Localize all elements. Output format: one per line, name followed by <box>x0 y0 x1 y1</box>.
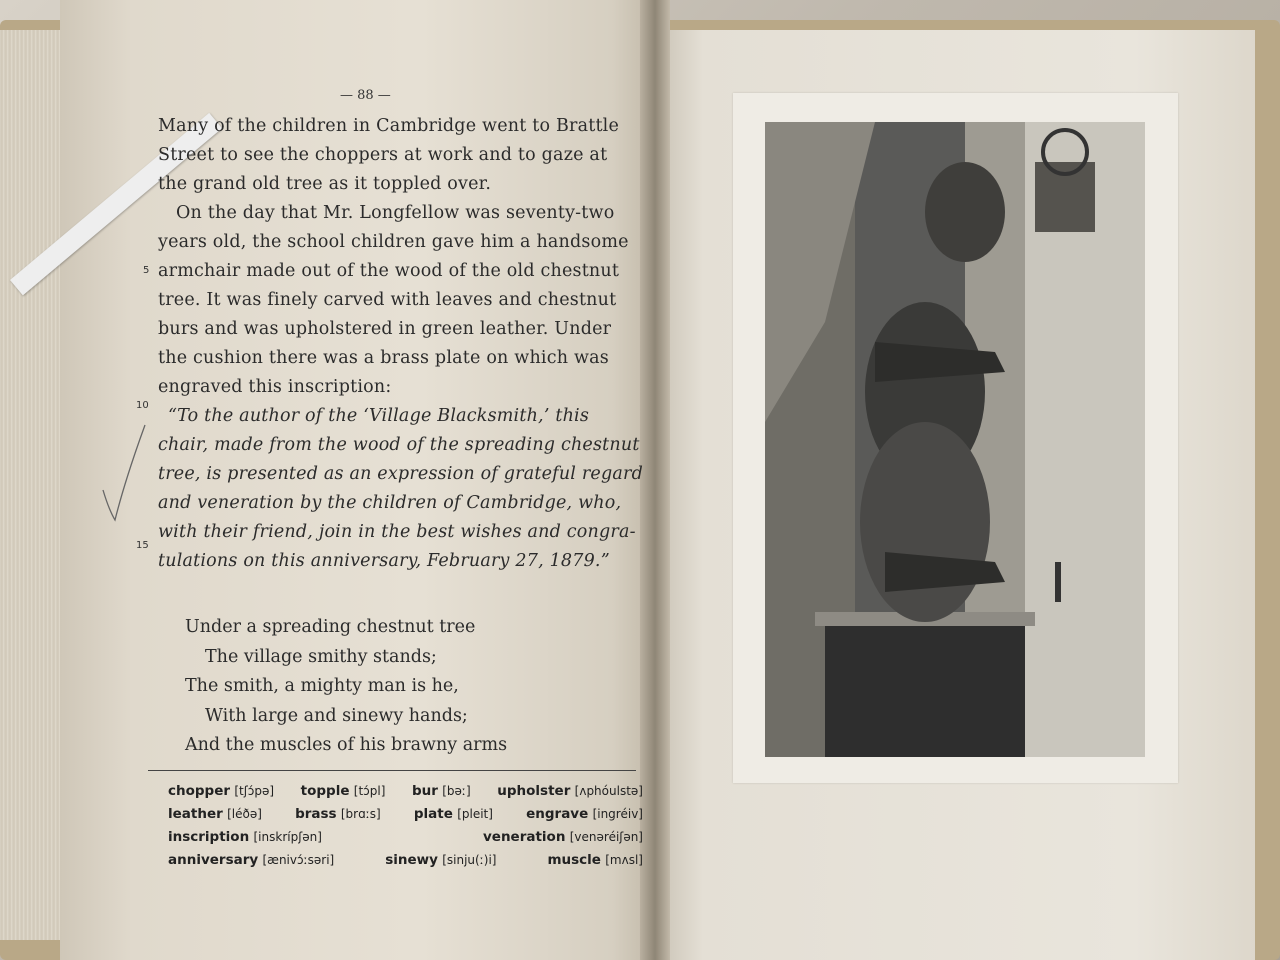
inscription-line: tree, is presented as an expression of grateful regard <box>158 464 643 484</box>
glossary-word: leather <box>168 806 223 822</box>
glossary-ipa: [tɔ́pl] <box>353 784 386 798</box>
glossary-ipa: [venəréiʃən] <box>569 830 643 844</box>
poem-line: The village smithy stands; <box>205 646 437 667</box>
glossary-ipa: [sinju(ː)i] <box>442 853 497 867</box>
prose-line: burs and was upholstered in green leather. Under <box>158 319 612 339</box>
glossary-ipa: [bəː] <box>442 784 471 798</box>
glossary-word: engrave <box>526 806 589 822</box>
glossary-ipa: [ʌphóulstə] <box>574 784 643 798</box>
glossary-word: inscription <box>168 829 250 845</box>
glossary-entry <box>483 826 643 849</box>
glossary-entry <box>168 849 334 872</box>
glossary-row <box>168 826 643 849</box>
inscription-line: tulations on this anniversary, February 27, 1879.” <box>158 551 610 571</box>
glossary-entry <box>168 780 274 803</box>
glossary-word: topple <box>300 783 350 799</box>
prose-line: the cushion there was a brass plate on which was <box>158 348 609 368</box>
page-number: — 88 — <box>340 88 391 103</box>
glossary-entry <box>301 780 386 803</box>
glossary-ipa: [mʌsl] <box>605 853 643 867</box>
glossary-word: upholster <box>497 783 571 799</box>
prose-line: engraved this inscription: <box>158 377 392 397</box>
glossary-ipa: [léðə] <box>227 807 262 821</box>
poem-line: And the muscles of his brawny arms <box>185 735 508 755</box>
glossary-entry <box>168 803 262 826</box>
glossary-word: veneration <box>482 829 566 845</box>
prose-block <box>158 112 648 576</box>
poem-line: With large and sinewy hands; <box>205 705 468 726</box>
glossary-entry <box>295 803 381 826</box>
poem-line: Under a spreading chestnut tree <box>185 617 476 637</box>
glossary-entry <box>385 849 496 872</box>
pencil-checkmark <box>95 420 155 530</box>
glossary-ipa: [ænivɔ́ːsəri] <box>262 853 335 867</box>
inscription-line: and veneration by the children of Cambridge, who, <box>158 493 622 513</box>
glossary-entry <box>497 780 643 803</box>
horses-photo <box>765 122 1145 757</box>
glossary-row <box>168 803 643 826</box>
prose-line: armchair made out of the wood of the old chestnut <box>158 261 620 281</box>
glossary-row <box>168 849 643 872</box>
glossary-entry <box>168 826 322 849</box>
glossary-entry <box>547 849 643 872</box>
prose-line: On the day that Mr. Longfellow was seventy-two <box>176 203 615 223</box>
glossary-ipa: [ingréiv] <box>592 807 643 821</box>
glossary-word: brass <box>295 806 337 822</box>
prose-line: Many of the children in Cambridge went to Brattle <box>158 116 620 136</box>
prose-line: Street to see the choppers at work and to gaze at <box>158 145 608 165</box>
glossary-ipa: [pleit] <box>457 807 493 821</box>
line-number: 5 <box>143 265 150 276</box>
glossary-word: plate <box>413 806 453 822</box>
glossary-entry <box>526 803 643 826</box>
inscription-line: “To the author of the ‘Village Blacksmith,’ this <box>168 406 590 426</box>
glossary-word: muscle <box>547 852 601 868</box>
poem-line: The smith, a mighty man is he, <box>185 676 459 696</box>
line-number: 10 <box>136 400 149 411</box>
glossary-word: anniversary <box>168 852 259 868</box>
glossary-row <box>168 780 643 803</box>
prose-line: tree. It was finely carved with leaves and chestnut <box>158 290 617 310</box>
glossary-ipa: [inskrípʃən] <box>253 830 322 844</box>
glossary-word: sinewy <box>385 852 438 868</box>
inscription-line: chair, made from the wood of the spreading chestnut <box>158 435 640 455</box>
glossary-ipa: [brɑːs] <box>340 807 381 821</box>
prose-line: the grand old tree as it toppled over. <box>158 174 492 194</box>
glossary-entry <box>412 780 471 803</box>
glossary-word: bur <box>412 783 438 799</box>
glossary-entry <box>414 803 493 826</box>
footnote-rule <box>148 770 636 771</box>
glossary-ipa: [tʃɔ́pə] <box>234 784 275 798</box>
glossary <box>168 780 643 872</box>
prose-line: years old, the school children gave him a handsome <box>158 232 629 252</box>
poem-block <box>185 613 507 761</box>
line-number: 15 <box>136 540 149 551</box>
inscription-line: with their friend, join in the best wishes and congra- <box>158 522 636 542</box>
glossary-word: chopper <box>168 783 231 799</box>
